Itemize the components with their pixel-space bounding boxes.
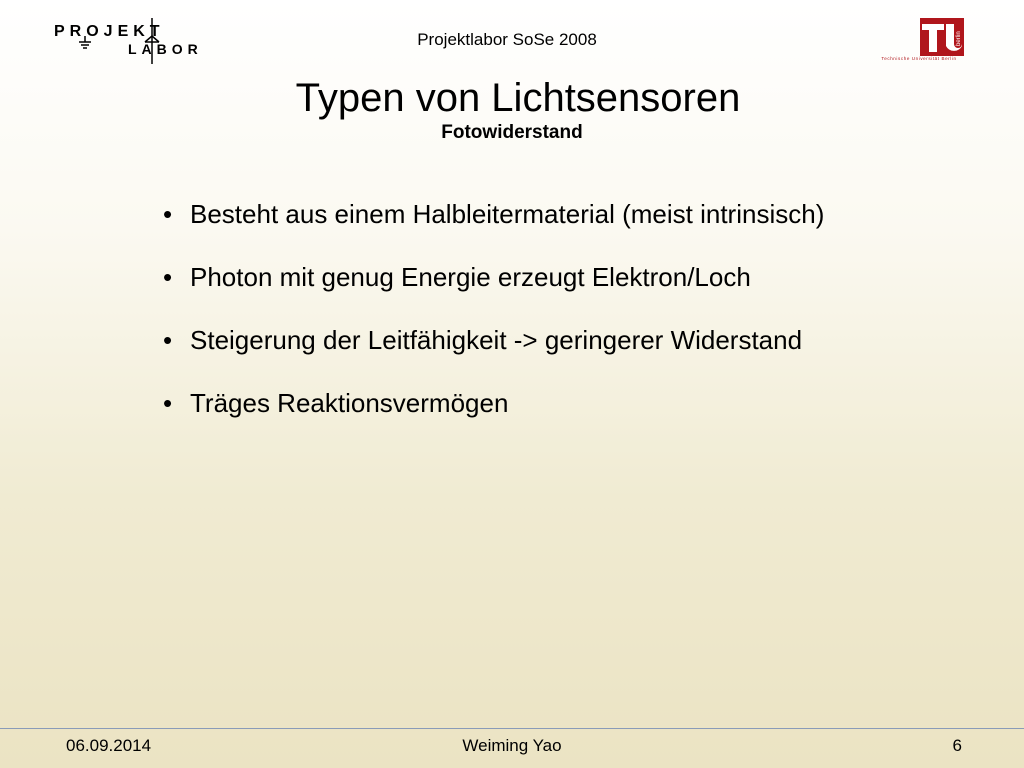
slide-subtitle: Fotowiderstand — [441, 122, 583, 143]
bullet-text: Steigerung der Leitfähigkeit -> geringerer Widerstand — [190, 325, 803, 355]
bullet-dot-icon: • — [163, 388, 173, 418]
bullet-text: Photon mit genug Energie erzeugt Elektron/Loch — [190, 262, 751, 292]
bullet-item — [163, 261, 824, 293]
logo-line1: PROJEKT — [54, 23, 165, 40]
bullet-item — [163, 198, 824, 230]
page-number: 6 — [952, 736, 962, 755]
bullet-dot-icon: • — [163, 262, 173, 292]
bullet-text: Besteht aus einem Halbleitermaterial (meist intrinsisch) — [190, 199, 825, 229]
bullet-item — [163, 387, 824, 419]
footer-divider — [0, 728, 1024, 729]
logo-line2: LABOR — [128, 41, 203, 57]
footer-date: 06.09.2014 — [66, 736, 152, 755]
bullet-text: Träges Reaktionsvermögen — [190, 388, 509, 418]
tu-logo-side: berlin — [956, 31, 962, 46]
slide-title: Typen von Lichtsensoren — [295, 76, 741, 120]
bullet-item — [163, 324, 824, 356]
header-title: Projektlabor SoSe 2008 — [417, 30, 597, 49]
bullet-dot-icon: • — [163, 199, 173, 229]
tu-subtitle: Technische Universität Berlin — [881, 56, 957, 61]
bullet-list — [163, 198, 824, 450]
bullet-dot-icon: • — [163, 325, 173, 355]
footer-author: Weiming Yao — [462, 736, 562, 755]
